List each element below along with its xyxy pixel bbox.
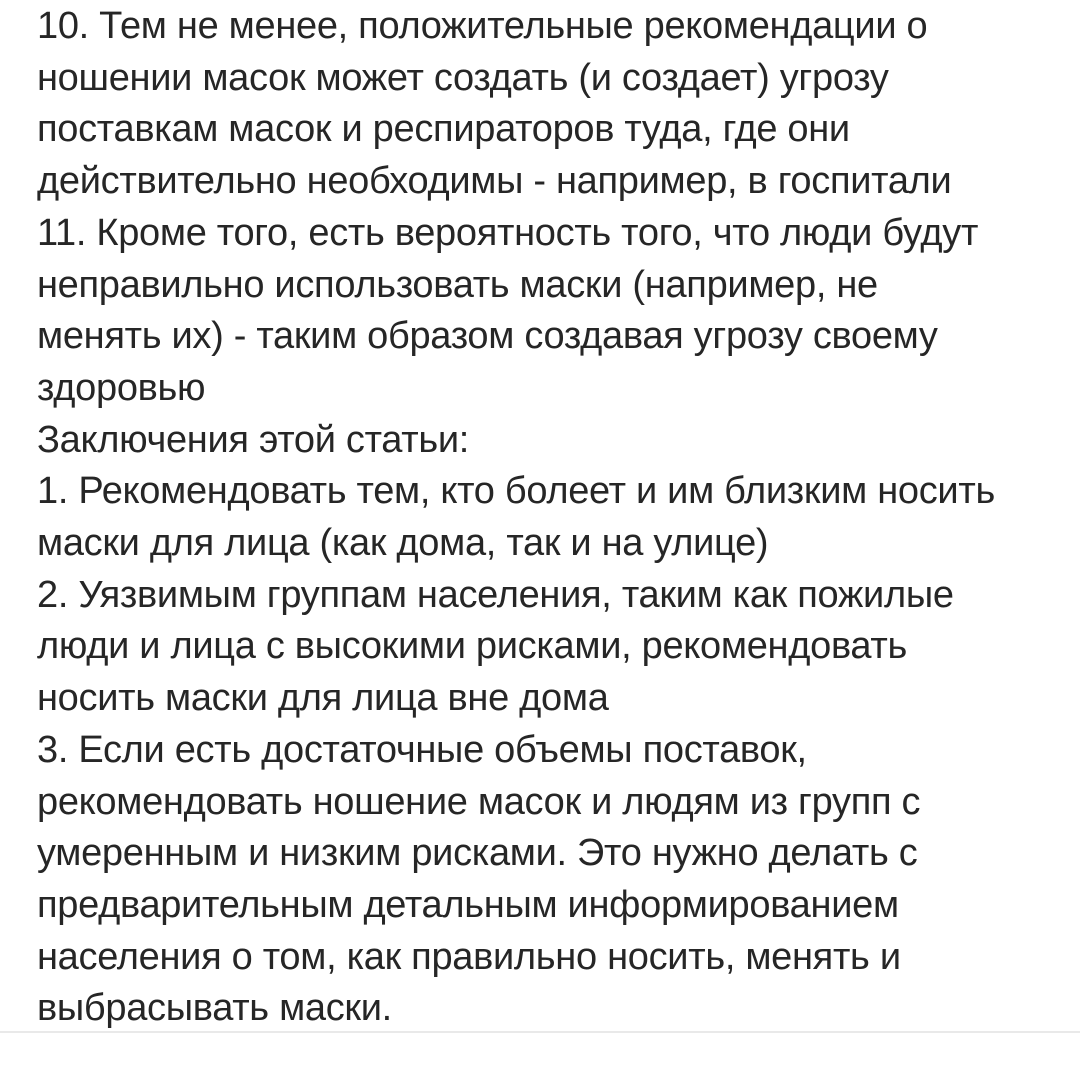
- text-line: 1. Рекомендовать тем, кто болеет и им близким носить: [37, 470, 995, 513]
- text-line: выбрасывать маски.: [37, 987, 392, 1030]
- text-line: здоровью: [37, 366, 206, 409]
- text-line: 11. Кроме того, есть вероятность того, что люди будут: [37, 211, 979, 254]
- text-line: действительно необходимы - например, в госпитали: [37, 160, 952, 203]
- text-line: умеренным и низким рисками. Это нужно делать с: [37, 832, 918, 875]
- text-line: менять их) - таким образом создавая угрозу своему: [37, 315, 938, 358]
- text-line: неправильно использовать маски (например, не: [37, 263, 878, 306]
- text-line: рекомендовать ношение масок и людям из групп с: [37, 780, 921, 823]
- text-line: ношении масок может создать (и создает) угрозу: [37, 56, 889, 99]
- article-text-block: [37, 1, 1057, 1035]
- text-line: поставкам масок и респираторов туда, где они: [37, 108, 850, 151]
- text-line: 10. Тем не менее, положительные рекомендации о: [37, 5, 928, 47]
- text-line: предварительным детальным информированием: [37, 883, 899, 926]
- text-line: маски для лица (как дома, так и на улице): [37, 522, 769, 565]
- bottom-divider: [0, 1031, 1080, 1033]
- text-line: населения о том, как правильно носить, менять и: [37, 935, 901, 978]
- conclusions-heading: Заключения этой статьи:: [37, 418, 470, 461]
- text-line: 2. Уязвимым группам населения, таким как пожилые: [37, 573, 954, 616]
- text-line: 3. Если есть достаточные объемы поставок,: [37, 728, 807, 771]
- text-line: люди и лица с высокими рисками, рекомендовать: [37, 625, 908, 668]
- text-line: носить маски для лица вне дома: [37, 677, 609, 720]
